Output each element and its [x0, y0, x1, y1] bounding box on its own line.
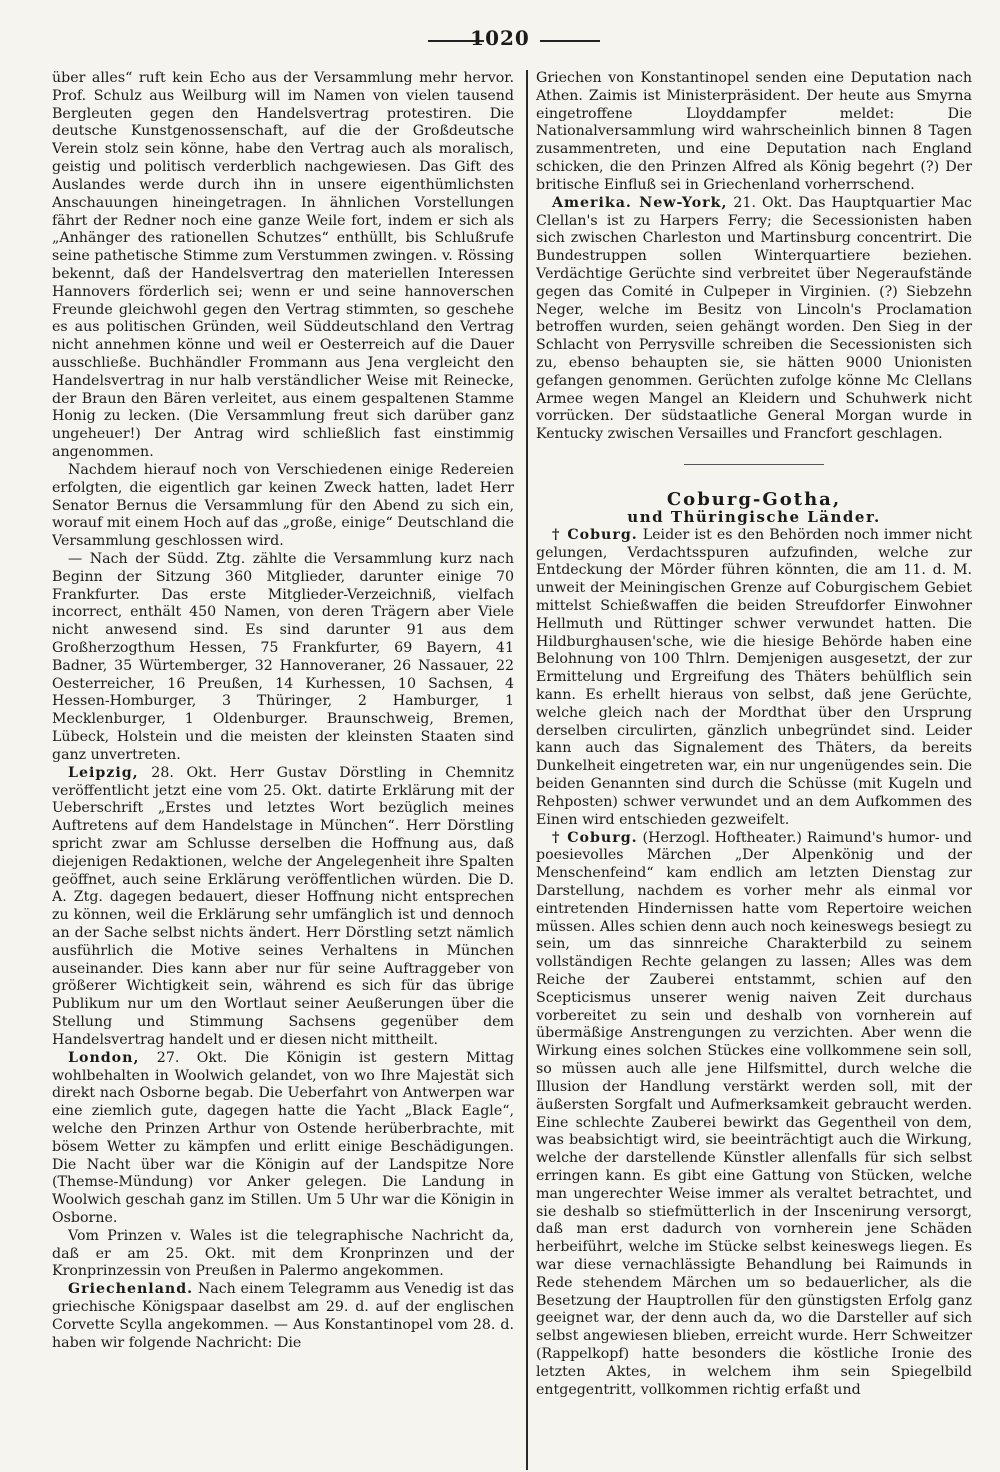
dateline: † Coburg.	[552, 829, 638, 846]
article-paragraph: über alles“ ruft kein Echo aus der Versammlung mehr hervor. Prof. Schulz aus Weilburg will im Namen von vielen tausend Bergleuten gegen den Handelsvertrag protestiren. Die deutsche Kunstgenossenschaft, auf die der Großdeutsche Verein stolz sein könne, habe den Vertrag auch als moralisch, geistig und politisch verderblich nachgewiesen. Das Gift des Auslandes werde durch ihn in unsere eigenthümlichsten Anschauungen hineingetragen. In ähnlichen Vorstellungen fährt der Redner noch eine ganze Weile fort, indem er sich als „Anhänger des rationellen Schutzes“ enthüllt, bis Schlußrufe seine pathetische Stimme zum Verstummen zwingen. v. Rössing bekennt, daß der Handelsvertrag den materiellen Interessen Hannovers förderlich sei; wenn er und seine hannoverschen Freunde gleichwohl gegen den Vertrag stimmten, so geschehe es aus politischen Gründen, weil Süddeutschland den Vertrag nicht annehmen könne und weil er Oesterreich auf die Dauer ausschließe. Buchhändler Frommann aus Jena vergleicht den Handelsvertrag in nur halb verständlicher Weise mit Reinecke, der Braun den Bären verleitet, aus einem gespaltenen Stamme Honig zu lecken. (Die Versammlung freut sich darüber ganz ungeheuer!) Der Antrag wird schließlich fast einstimmig angenommen.	[52, 70, 514, 461]
section-subheading: und Thüringische Länder.	[627, 507, 881, 526]
section-heading: Coburg-Gotha,	[666, 489, 842, 511]
page-header	[0, 0, 1000, 62]
header-rule-right	[540, 40, 600, 42]
page-number: 1020	[470, 26, 530, 50]
dateline: London,	[68, 1049, 140, 1066]
column-divider	[526, 70, 528, 1470]
dateline: Amerika. New-York,	[552, 194, 728, 211]
article-paragraph: Nachdem hierauf noch von Verschiedenen einige Redereien erfolgten, die eigentlich gar keinen Zweck hatten, ladet Herr Senator Bernus die Versammlung für den Abend zu sich ein, worauf mit einem Hoch auf das „große, einige“ Deutschland die Versammlung geschlossen wird.	[52, 461, 514, 550]
dateline: Leipzig,	[68, 764, 139, 781]
article-paragraph: London, 27. Okt. Die Königin ist gestern Mittag wohlbehalten in Woolwich gelandet, von wo Ihre Majestät sich direkt nach Osborne begab. Die Ueberfahrt von Antwerpen war eine ziemlich gute, dagegen hatte die Yacht „Black Eagle“, welche den Prinzen Arthur von Ostende herüberbrachte, mit bösem Wetter zu kämpfen und erlitt einige Beschädigungen. Die Nacht über war die Königin auf der Landspitze Nore (Themse-Mündung) vor Anker gelegen. Die Landung in Woolwich geschah ganz im Stillen. Um 5 Uhr war die Königin in Osborne.	[52, 1049, 514, 1226]
article-paragraph: † Coburg. Leider ist es den Behörden noch immer nicht gelungen, Verdachtsspuren aufzufinden, welche zur Entdeckung der Mörder führen könnten, die am 11. d. M. unweit der Meiningischen Grenze auf Coburgischem Gebiet mittelst Schießwaffen die beiden Streufdorfer Einwohner Hellmuth und Rüttinger schwer verwundet hatten. Die Hildburghausen'sche, wie die hiesige Behörde haben eine Belohnung von 100 Thlrn. Demjenigen ausgesetzt, der zur Ermittelung und Ergreifung des Thäters behülflich sein kann. Es erhellt hieraus von selbst, daß jene Gerüchte, welche gleich nach der Mordthat über den Ursprung derselben circulirten, gänzlich unbegründet sind. Leider kann auch das Signalement des Thäters, da bereits Dunkelheit eingetreten war, ein nur ungenügendes sein. Die beiden Genannten sind durch die Schüsse (mit Kugeln und Rehposten) schwer verwundet und an dem Aufkommen des Einen wird entschieden gezweifelt.	[536, 526, 972, 828]
article-paragraph: — Nach der Südd. Ztg. zählte die Versammlung kurz nach Beginn der Sitzung 360 Mitglieder, darunter einige 70 Frankfurter. Das erste Mitglieder-Verzeichniß, vielfach incorrect, enthält 450 Namen, von deren Trägern aber Viele nicht anwesend sind. Es sind darunter 91 aus dem Großherzogthum Hessen, 75 Frankfurter, 69 Bayern, 41 Badner, 35 Würtemberger, 32 Hannoveraner, 26 Nassauer, 22 Oesterreicher, 16 Preußen, 14 Kurhessen, 10 Sachsen, 4 Hessen-Homburger, 3 Thüringer, 2 Hamburger, 1 Mecklenburger, 1 Oldenburger. Braunschweig, Bremen, Lübeck, Holstein und die meisten der kleinsten Staaten sind ganz unvertreten.	[52, 550, 514, 763]
article-paragraph: Leipzig, 28. Okt. Herr Gustav Dörstling in Chemnitz veröffentlicht jetzt eine vom 25. Okt. datirte Erklärung mit der Ueberschrift „Erstes und letztes Wort bezüglich meines Auftretens auf dem Handelstage in München“. Herr Dörstling spricht zwar am Schlusse derselben die Hoffnung aus, daß diejenigen Redaktionen, welche der Angelegenheit ihre Spalten geöffnet, auch seine Erklärung veröffentlichen würden. Die D. A. Ztg. dagegen bedauert, dieser Hoffnung nicht entsprechen zu können, weil die Erklärung sehr umfänglich ist und dennoch an der Sache selbst nichts ändert. Herr Dörstling setzt nämlich ausführlich die Motive seines Verhaltens in München auseinander. Dies kann aber nur für seine Auftraggeber von größerer Wichtigkeit sein, während es sich für das übrige Publikum nur um den Wortlaut seiner Aeußerungen über die Stellung und Stimmung Sachsens gegenüber dem Handelsvertrag handelt und er diesen nicht mittheilt.	[52, 764, 514, 1048]
left-column	[52, 70, 514, 1468]
dateline: Griechenland.	[68, 1281, 194, 1298]
article-paragraph: Vom Prinzen v. Wales ist die telegraphische Nachricht da, daß er am 25. Okt. mit dem Kronprinzen und der Kronprinzessin von Preußen in Palermo angekommen.	[52, 1227, 514, 1280]
article-paragraph: † Coburg. (Herzogl. Hoftheater.) Raimund's humor- und poesievolles Märchen „Der Alpenkönig und der Menschenfeind“ kam endlich am letzten Dienstag zur Darstellung, nachdem es vorher mehr als einmal vor eintretenden Hindernissen hatte vom Repertoire weichen müssen. Alles schien denn auch noch keineswegs besiegt zu sein, um das sinnreiche Charakterbild zu seinem vollständigen Rechte gelangen zu lassen; Alles was dem Reiche der Zauberei entstammt, schien auf den Scepticismus unserer wenig naiven Zeit durchaus vorbereitet zu sein und deshalb von vornherein auf übermäßige Anstrengungen zu verzichten. Aber wenn die Wirkung eines solchen Stückes eine vollkommene sein soll, so müssen auch alle jene Hilfsmittel, durch welche die Illusion der Handlung verstärkt werden soll, mit der äußersten Sorgfalt und Aufmerksamkeit gebraucht werden. Eine schlechte Zauberei bewirkt das Gegentheil von dem, was beabsichtigt wird, sie beeinträchtigt auch die Wirkung, welche der darstellende Künstler allenfalls für sich selbst erringen kann. Es gibt eine Gattung von Stücken, welche man ungerechter Weise immer als veraltet betrachtet, und sie deshalb so stiefmütterlich in der Inscenirung versorgt, daß man erst dadurch von vornherein jene Schäden herbeiführt, welche im Stücke selbst keineswegs liegen. Es war diese vernachlässigte Behandlung bei Raimunds in Rede stehendem Märchen um so bedauerlicher, als die Besetzung der Hauptrollen für den günstigsten Erfolg ganz geeignet war, der denn auch da, wo die Darsteller auf sich selbst angewiesen blieben, erreicht wurde. Herr Schweitzer (Rappelkopf) hatte besonders die köstliche Ironie des letzten Aktes, in welchem ihm sein Spiegelbild entgegentritt, vollkommen richtig erfaßt und	[536, 829, 972, 1398]
dateline: † Coburg.	[552, 526, 638, 543]
section-separator	[684, 464, 824, 465]
article-paragraph: Griechenland. Nach einem Telegramm aus Venedig ist das griechische Königspaar daselbst am 29. d. auf der englischen Corvette Scylla angekommen. — Aus Konstantinopel vom 28. d. haben wir folgende Nachricht: Die	[52, 1281, 514, 1351]
article-paragraph: Amerika. New-York, 21. Okt. Das Hauptquartier Mac Clellan's ist zu Harpers Ferry; die Secessionisten haben sich zwischen Charleston und Martinsburg concentrirt. Die Bundestruppen sollen Winterquartiere beziehen. Verdächtige Gerüchte sind verbreitet über Negeraufstände gegen das Comité in Culpeper in Virginien. (?) Siebzehn Neger, welche im Besitz von Lincoln's Proclamation betroffen wurden, seien gehängt worden. Den Sieg in der Schlacht von Perrysville schreiben die Secessionisten sich zu, ebenso behaupten sie, sie hätten 9000 Unionisten gefangen genommen. Gerüchten zufolge könne Mc Clellans Armee wegen Mangel an Kleidern und Schuhwerk nicht vorrücken. Der südstaatliche General Morgan wurde in Kentucky zwischen Versailles und Francfort geschlagen.	[536, 194, 972, 443]
article-paragraph: Griechen von Konstantinopel senden eine Deputation nach Athen. Zaimis ist Ministerpräsident. Der heute aus Smyrna eingetroffene Lloyddampfer meldet: Die Nationalversammlung wird wahrscheinlich binnen 8 Tagen zusammentreten, und eine Deputation nach England schicken, die den Prinzen Alfred als König begehrt (?) Der britische Einfluß sei in Griechenland vorherrschend.	[536, 70, 972, 193]
right-column	[536, 70, 972, 1468]
